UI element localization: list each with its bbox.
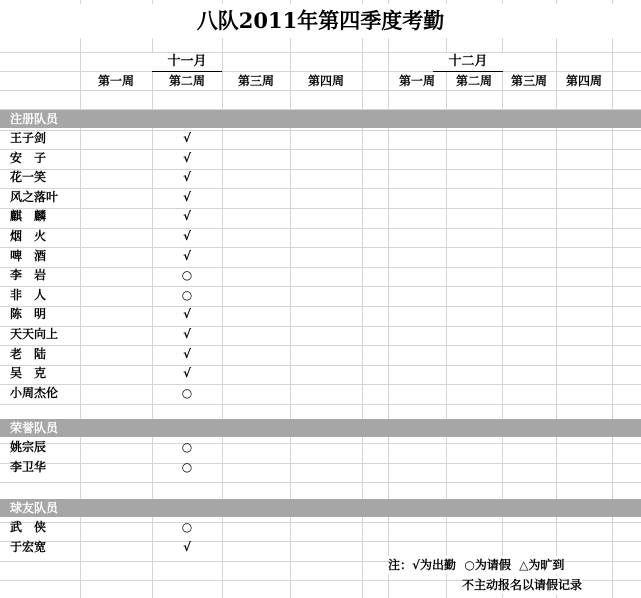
grid-row-line	[0, 286, 641, 287]
attendance-mark: √	[182, 366, 191, 380]
member-name: 吴 克	[10, 366, 47, 380]
week-header-dec-4: 第四周	[565, 74, 602, 88]
legend-note: 注：√为出勤 ○为请假 △为旷到	[388, 558, 565, 572]
week-header-dec-2: 第二周	[455, 74, 492, 88]
section-header	[0, 419, 641, 437]
attendance-mark: √	[182, 131, 191, 145]
grid-row-line	[0, 384, 641, 385]
member-name: 风之落叶	[10, 190, 59, 204]
grid-row-line	[0, 267, 641, 268]
attendance-mark: ○	[181, 386, 193, 400]
grid-row-line	[0, 208, 641, 209]
member-name: 李卫华	[10, 460, 47, 474]
grid-row-line	[0, 228, 641, 229]
grid-row-line	[0, 463, 641, 464]
member-name: 啤 酒	[10, 249, 47, 263]
attendance-mark: ○	[181, 440, 193, 454]
month-header-december: 十二月	[433, 53, 503, 71]
member-name: 麒 麟	[10, 209, 47, 223]
week-header-dec-1: 第一周	[398, 74, 435, 88]
sheet-title: 八队2011年第四季度考勤	[0, 4, 641, 38]
grid-row-line	[0, 188, 641, 189]
attendance-mark: √	[182, 249, 191, 263]
attendance-mark: ○	[181, 520, 193, 534]
rule-note: 不主动报名以请假记录	[462, 578, 583, 592]
section-label: 荣誉队员	[10, 421, 59, 435]
attendance-mark: √	[182, 190, 191, 204]
attendance-mark: √	[182, 229, 191, 243]
grid-row-line	[0, 522, 641, 523]
attendance-mark: ○	[181, 268, 193, 282]
member-name: 王子剑	[10, 131, 47, 145]
week-header-nov-1: 第一周	[97, 74, 134, 88]
attendance-mark: ○	[181, 288, 193, 302]
section-label: 注册队员	[10, 112, 59, 126]
member-name: 天天向上	[10, 327, 59, 341]
grid-row-line	[0, 169, 641, 170]
month-header-november: 十一月	[152, 53, 222, 71]
member-name: 陈 明	[10, 307, 47, 321]
attendance-mark: √	[182, 347, 191, 361]
member-name: 武 侠	[10, 520, 47, 534]
grid-row-line	[0, 52, 641, 53]
week-header-nov-3: 第三周	[237, 74, 274, 88]
attendance-mark: √	[182, 209, 191, 223]
member-name: 非 人	[10, 288, 47, 302]
attendance-mark: √	[182, 170, 191, 184]
grid-row-line	[0, 404, 641, 405]
member-name: 老 陆	[10, 347, 47, 361]
attendance-mark: √	[182, 151, 191, 165]
member-name: 于宏宽	[10, 540, 47, 554]
grid-row-line	[0, 365, 641, 366]
grid-row-line	[0, 130, 641, 131]
week-header-nov-4: 第四周	[307, 74, 344, 88]
grid-row-line	[0, 149, 641, 150]
member-name: 小周杰伦	[10, 386, 59, 400]
member-name: 花一笑	[10, 170, 47, 184]
section-header	[0, 499, 641, 517]
section-label: 球友队员	[10, 501, 59, 515]
member-name: 烟 火	[10, 229, 47, 243]
grid-row-line	[0, 443, 641, 444]
attendance-mark: √	[182, 307, 191, 321]
member-name: 姚宗辰	[10, 440, 47, 454]
grid-row-line	[0, 326, 641, 327]
section-header	[0, 110, 641, 128]
grid-row-line	[0, 306, 641, 307]
grid-row-line	[0, 541, 641, 542]
member-name: 李 岩	[10, 268, 47, 282]
member-name: 安 子	[10, 151, 47, 165]
attendance-mark: √	[182, 327, 191, 341]
week-header-dec-3: 第三周	[510, 74, 547, 88]
week-header-nov-2: 第二周	[168, 74, 205, 88]
grid-row-line	[0, 247, 641, 248]
grid-row-line	[0, 482, 641, 483]
grid-row-line	[0, 345, 641, 346]
attendance-mark: √	[182, 540, 191, 554]
attendance-mark: ○	[181, 460, 193, 474]
